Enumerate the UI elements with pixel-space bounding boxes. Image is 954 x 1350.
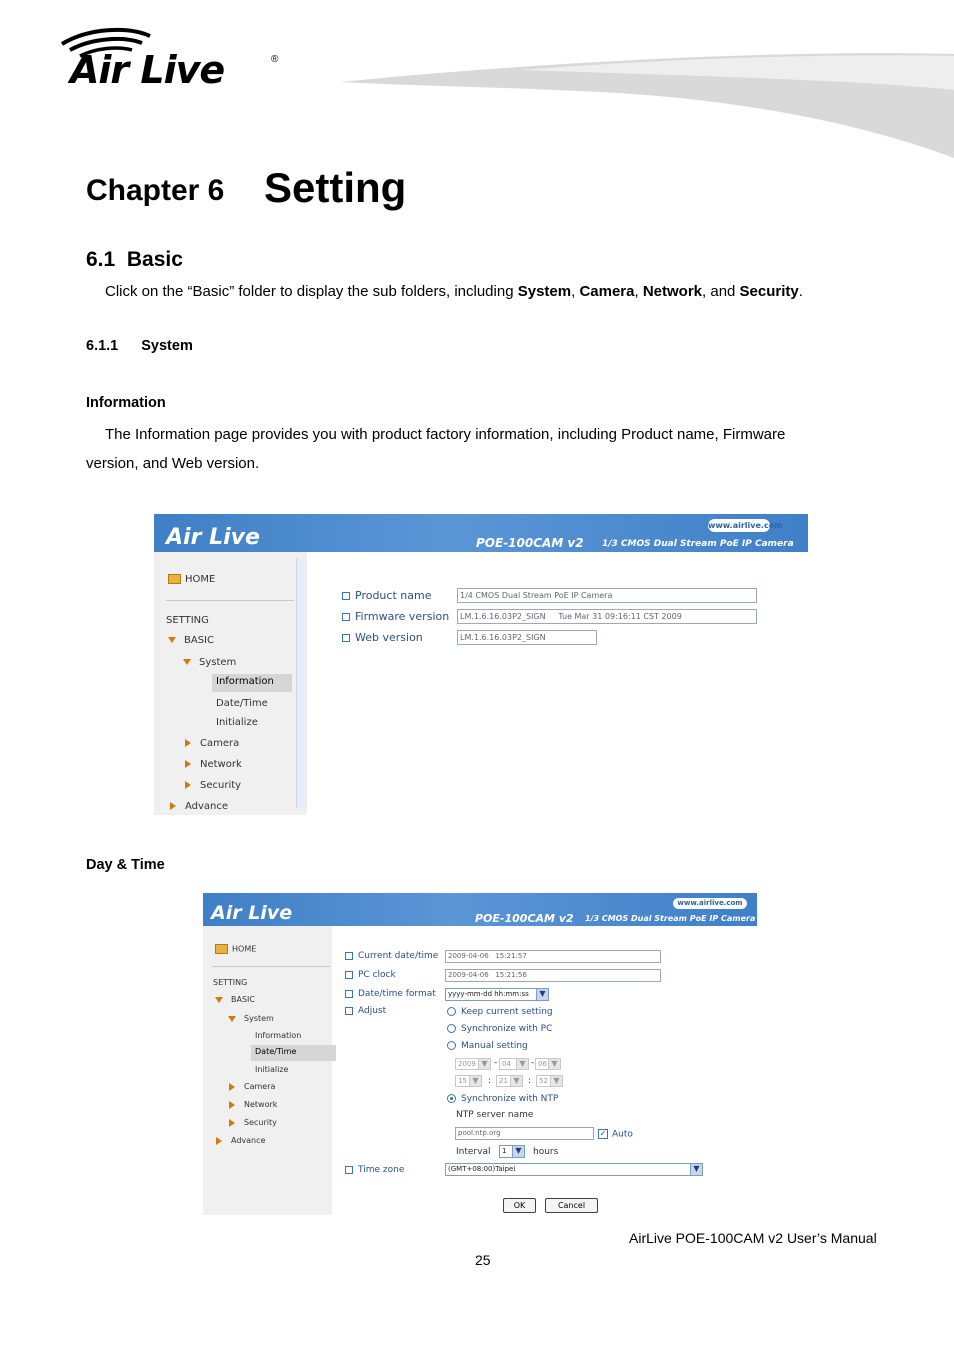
nav-setting-label: SETTING: [213, 978, 248, 987]
radio-selected-icon: [447, 1094, 456, 1103]
checkmark-icon: ✓: [599, 1129, 607, 1138]
hour-select[interactable]: 15 ▼: [455, 1075, 482, 1087]
nav-datetime[interactable]: Date/Time: [251, 1045, 336, 1061]
time-separator: :: [488, 1076, 492, 1086]
intro-paragraph: Click on the “Basic” folder to display the sub folders, including System, Camera, Network, and Security.: [105, 283, 803, 300]
ok-button[interactable]: OK: [503, 1198, 536, 1213]
firmware-version-label: Firmware version: [342, 610, 449, 623]
information-paragraph: [86, 420, 856, 478]
radio-manual[interactable]: Manual setting: [447, 1041, 528, 1051]
collapsed-arrow-icon: [216, 1137, 222, 1145]
date-separator: -: [531, 1058, 535, 1068]
subsection-heading: 6.1.1 System: [86, 338, 193, 354]
nav-advance[interactable]: Advance: [170, 801, 228, 812]
nav-system[interactable]: System: [228, 1014, 274, 1023]
nav-basic[interactable]: BASIC: [215, 995, 255, 1004]
nav-security[interactable]: Security: [229, 1118, 277, 1127]
day-select[interactable]: 06 ▼: [535, 1058, 561, 1070]
web-version-field: LM.1.6.16.03P2_SIGN: [457, 630, 597, 645]
chevron-down-icon: ▼: [478, 1059, 490, 1069]
information-screenshot: [154, 514, 808, 815]
chapter-number: Chapter 6: [86, 174, 225, 207]
banner-description: 1/3 CMOS Dual Stream PoE IP Camera: [585, 914, 756, 923]
datetime-format-label: Date/time format: [345, 989, 436, 999]
nav-divider: [212, 966, 330, 967]
ntp-server-label: NTP server name: [456, 1110, 534, 1120]
settings-nav: [154, 552, 307, 815]
information-line-1: The Information page provides you with product factory information, including Product name, Firmware: [105, 426, 786, 443]
camera-banner: [203, 893, 757, 926]
collapsed-arrow-icon: [185, 739, 191, 747]
bullet-box-icon: [345, 1166, 353, 1174]
banner-logo: Air Live: [166, 525, 260, 550]
auto-checkbox[interactable]: ✓ Auto: [599, 1129, 633, 1140]
chevron-down-icon: ▼: [690, 1164, 702, 1175]
nav-initialize[interactable]: Initialize: [255, 1065, 289, 1074]
web-version-label: Web version: [342, 631, 423, 644]
time-separator: :: [528, 1076, 532, 1086]
radio-icon: [447, 1041, 456, 1050]
bullet-box-icon: [342, 634, 350, 642]
current-datetime-field: 2009-04-06 15:21:57: [445, 950, 661, 963]
current-datetime-label: Current date/time: [345, 951, 438, 961]
nav-advance[interactable]: Advance: [216, 1136, 265, 1145]
pc-clock-field: 2009-04-06 15:21:56: [445, 969, 661, 982]
collapsed-arrow-icon: [229, 1101, 235, 1109]
registered-mark: ®: [271, 54, 279, 65]
collapsed-arrow-icon: [185, 781, 191, 789]
bullet-box-icon: [342, 613, 350, 621]
minute-select[interactable]: 21 ▼: [496, 1075, 523, 1087]
chevron-down-icon: ▼: [516, 1059, 528, 1069]
nav-basic[interactable]: BASIC: [168, 635, 214, 646]
nav-network[interactable]: Network: [185, 759, 242, 770]
bullet-box-icon: [345, 1007, 353, 1015]
nav-initialize[interactable]: Initialize: [216, 717, 258, 728]
chevron-down-icon: ▼: [510, 1076, 522, 1086]
banner-description: 1/3 CMOS Dual Stream PoE IP Camera: [602, 539, 794, 549]
year-select[interactable]: 2009 ▼: [455, 1058, 491, 1070]
day-time-heading: Day & Time: [86, 857, 165, 873]
ntp-server-field[interactable]: pool.ntp.org: [455, 1127, 594, 1140]
banner-model: POE-100CAM v2: [476, 536, 584, 550]
radio-sync-ntp[interactable]: Synchronize with NTP: [447, 1094, 558, 1104]
interval-label: Interval: [456, 1147, 491, 1157]
expanded-arrow-icon: [183, 659, 191, 665]
second-select[interactable]: 52 ▼: [536, 1075, 563, 1087]
camera-banner: [154, 514, 808, 552]
datetime-format-select[interactable]: yyyy-mm-dd hh:mm:ss ▼: [445, 988, 549, 1001]
radio-icon: [447, 1007, 456, 1016]
cancel-button[interactable]: Cancel: [545, 1198, 598, 1213]
settings-nav: [203, 926, 332, 1215]
radio-keep-current[interactable]: Keep current setting: [447, 1007, 553, 1017]
month-select[interactable]: 04 ▼: [499, 1058, 529, 1070]
nav-network[interactable]: Network: [229, 1100, 277, 1109]
interval-select[interactable]: 1 ▼: [499, 1145, 525, 1158]
chevron-down-icon: ▼: [548, 1059, 560, 1069]
nav-camera[interactable]: Camera: [229, 1082, 275, 1091]
information-line-2: version, and Web version.: [86, 455, 260, 472]
firmware-version-field: LM.1.6.16.03P2_SIGN Tue Mar 31 09:16:11 CST 2009: [457, 609, 757, 624]
nav-security[interactable]: Security: [185, 780, 241, 791]
hours-label: hours: [533, 1147, 559, 1157]
bullet-box-icon: [345, 990, 353, 998]
banner-logo: Air Live: [211, 902, 293, 924]
collapsed-arrow-icon: [170, 802, 176, 810]
product-name-field: 1/4 CMOS Dual Stream PoE IP Camera: [457, 588, 757, 603]
time-zone-label: Time zone: [345, 1165, 404, 1175]
nav-home[interactable]: HOME: [215, 944, 256, 954]
banner-url[interactable]: www.airlive.com: [708, 521, 783, 530]
chevron-down-icon: ▼: [536, 989, 548, 1000]
expanded-arrow-icon: [228, 1016, 236, 1022]
nav-home[interactable]: HOME: [168, 574, 215, 585]
date-separator: -: [494, 1058, 498, 1068]
bullet-box-icon: [342, 592, 350, 600]
time-zone-select[interactable]: (GMT+08:00)Taipei ▼: [445, 1163, 703, 1176]
pc-clock-label: PC clock: [345, 970, 396, 980]
expanded-arrow-icon: [215, 997, 223, 1003]
expanded-arrow-icon: [168, 637, 176, 643]
page-number: 25: [475, 1252, 491, 1268]
nav-system[interactable]: System: [183, 657, 236, 668]
nav-scrollbar[interactable]: [296, 558, 307, 808]
radio-icon: [447, 1024, 456, 1033]
nav-datetime[interactable]: Date/Time: [216, 698, 268, 709]
airlive-logo: [58, 26, 288, 96]
datetime-screenshot: [203, 893, 757, 1215]
information-heading: Information: [86, 395, 166, 411]
home-icon: [168, 574, 181, 584]
adjust-label: Adjust: [345, 1006, 386, 1016]
bullet-box-icon: [345, 971, 353, 979]
collapsed-arrow-icon: [229, 1119, 235, 1127]
footer-manual-title: AirLive POE-100CAM v2 User’s Manual: [629, 1230, 877, 1246]
banner-model: POE-100CAM v2: [475, 912, 574, 925]
collapsed-arrow-icon: [229, 1083, 235, 1091]
chevron-down-icon: ▼: [550, 1076, 562, 1086]
chevron-down-icon: ▼: [469, 1076, 481, 1086]
radio-sync-pc[interactable]: Synchronize with PC: [447, 1024, 552, 1034]
section-title: 6.1 Basic: [86, 248, 183, 271]
airlive-logo-text: Air Live: [70, 48, 225, 92]
chapter-title: Setting: [264, 164, 407, 211]
nav-setting-label: SETTING: [166, 615, 209, 626]
home-icon: [215, 944, 228, 954]
chevron-down-icon: ▼: [512, 1146, 524, 1157]
collapsed-arrow-icon: [185, 760, 191, 768]
nav-camera[interactable]: Camera: [185, 738, 239, 749]
banner-url[interactable]: www.airlive.com: [673, 898, 747, 909]
nav-information[interactable]: Information: [212, 674, 292, 692]
bullet-box-icon: [345, 952, 353, 960]
nav-information[interactable]: Information: [255, 1031, 302, 1040]
product-name-label: Product name: [342, 589, 431, 602]
nav-divider: [166, 600, 294, 601]
